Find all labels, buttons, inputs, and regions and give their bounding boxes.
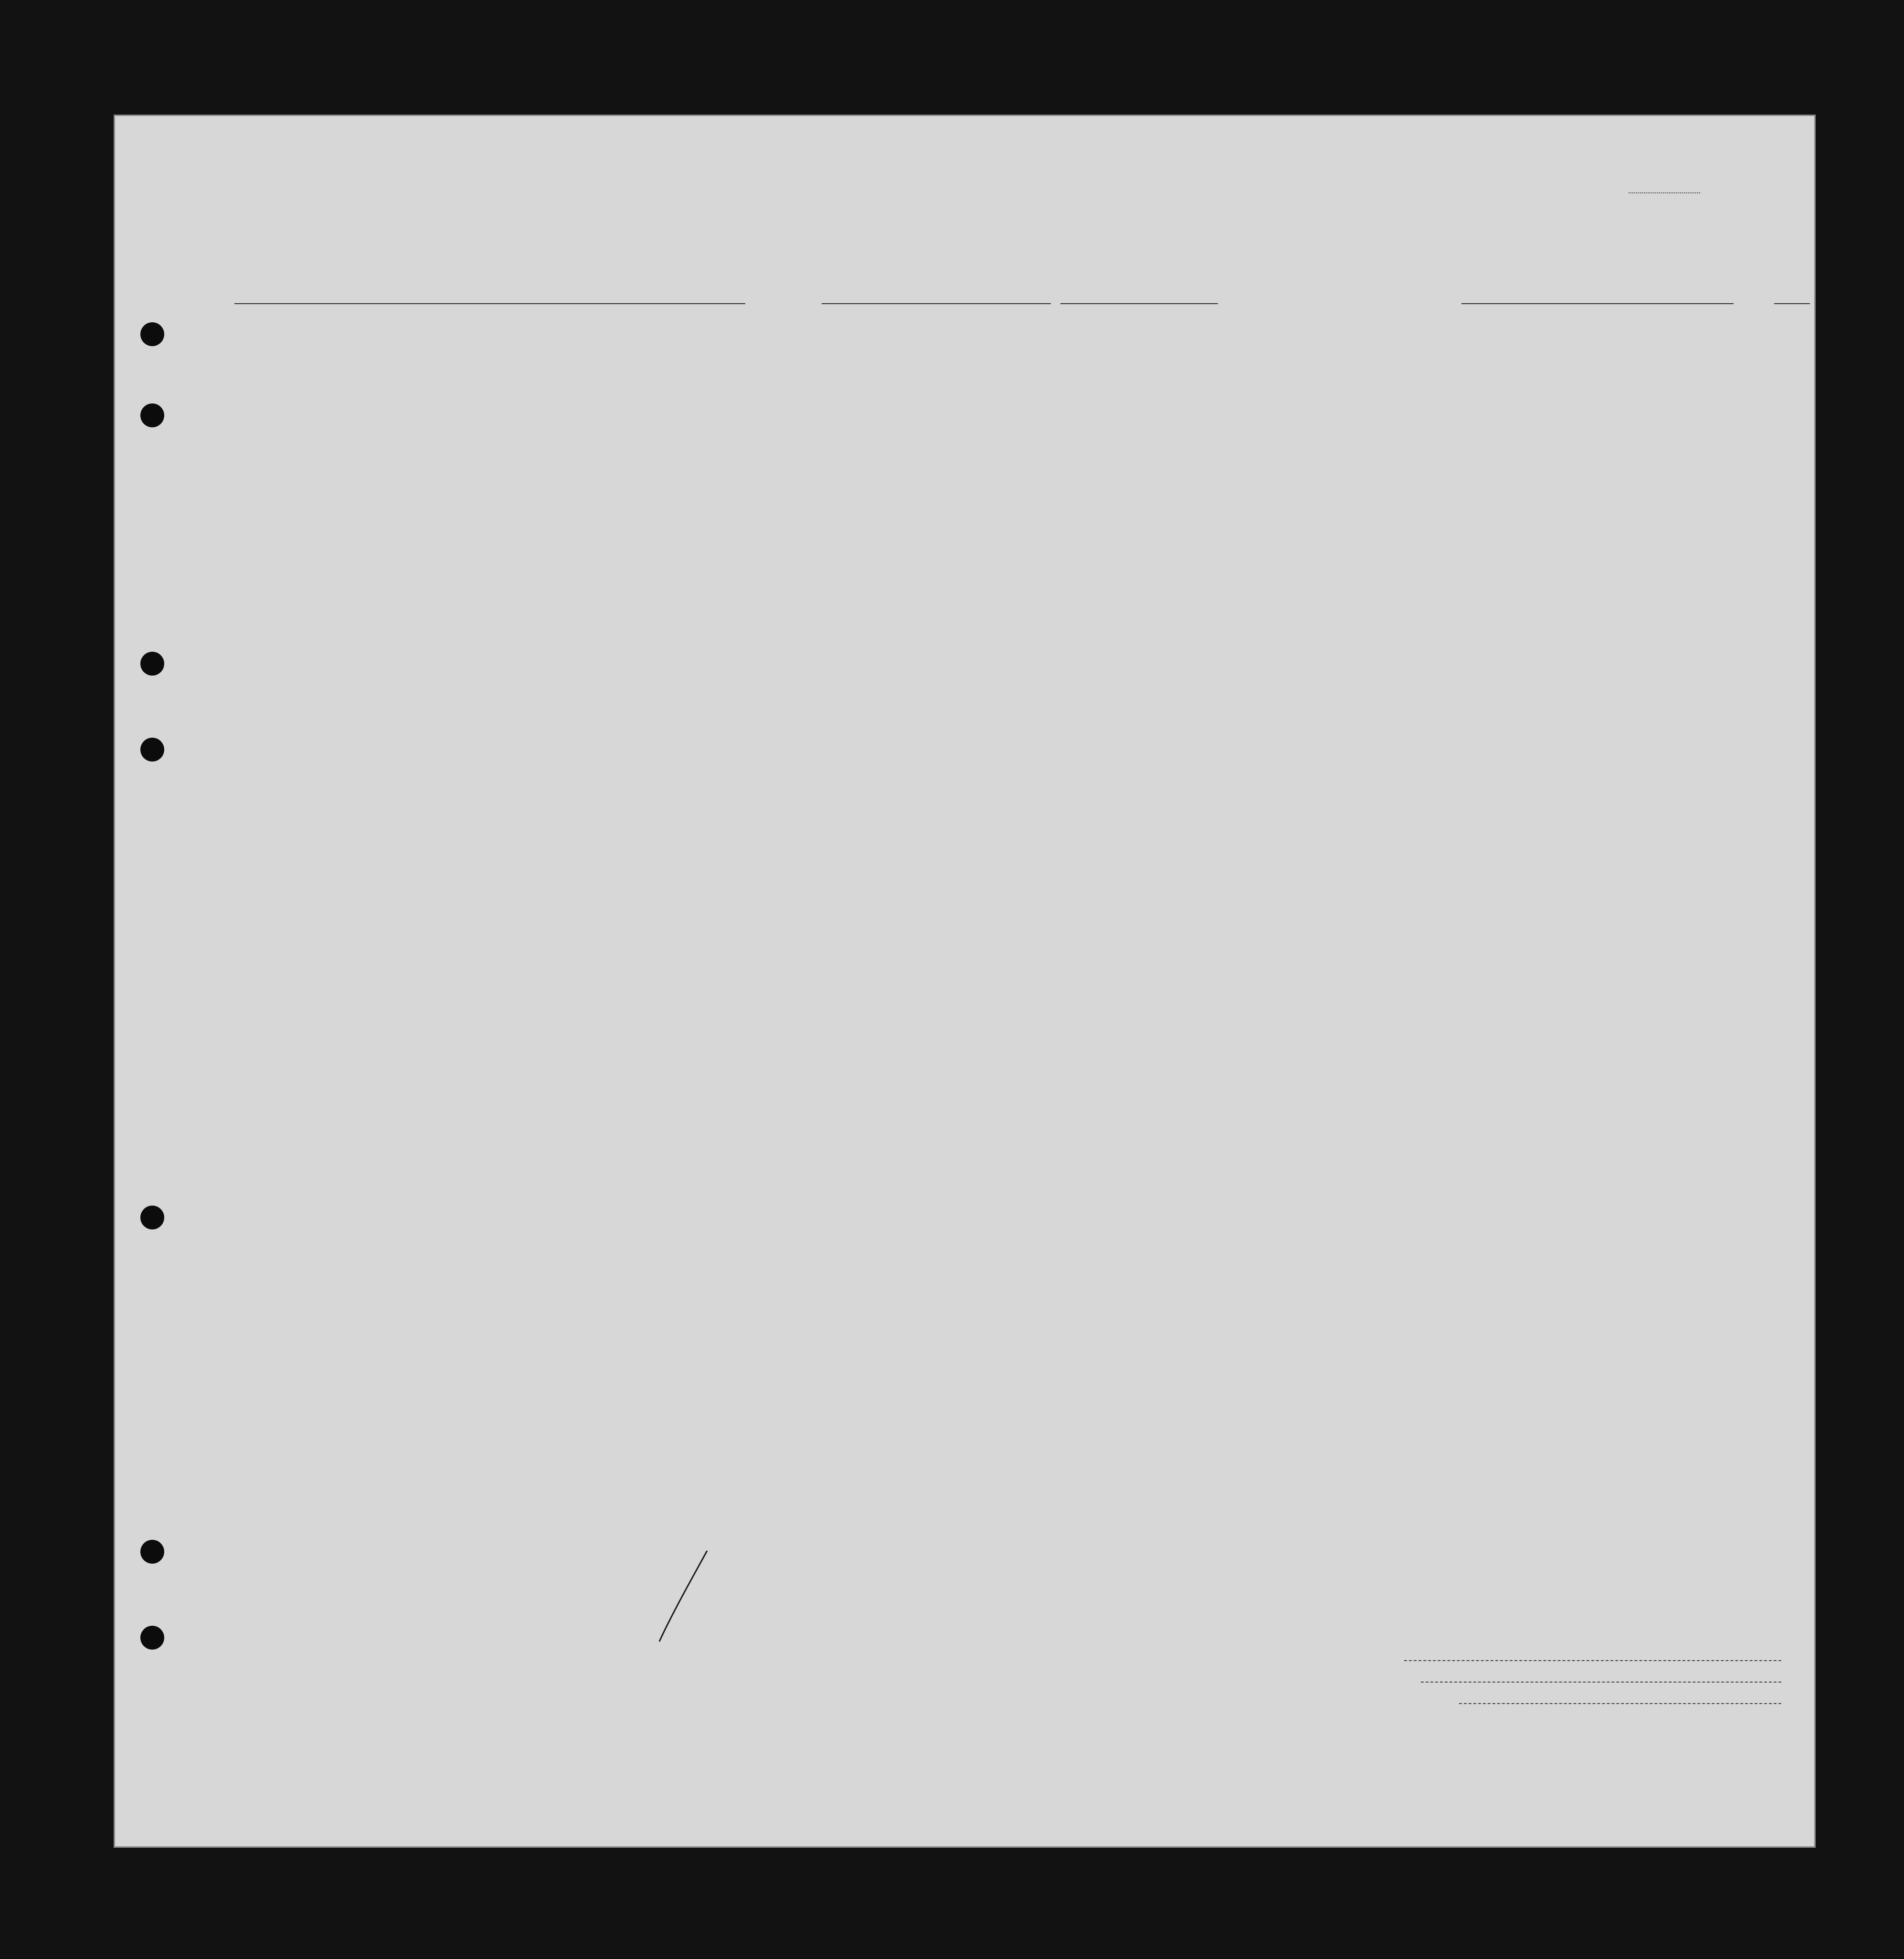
punch-hole [140, 1626, 164, 1650]
punch-hole [140, 652, 164, 676]
signature-stroke [655, 1548, 712, 1644]
punch-hole [140, 1206, 164, 1229]
table-grid [115, 116, 1817, 1849]
punch-hole [140, 1540, 164, 1564]
punch-hole [140, 403, 164, 427]
manifest-page [114, 115, 1816, 1848]
punch-hole [140, 322, 164, 346]
punch-hole [140, 738, 164, 762]
